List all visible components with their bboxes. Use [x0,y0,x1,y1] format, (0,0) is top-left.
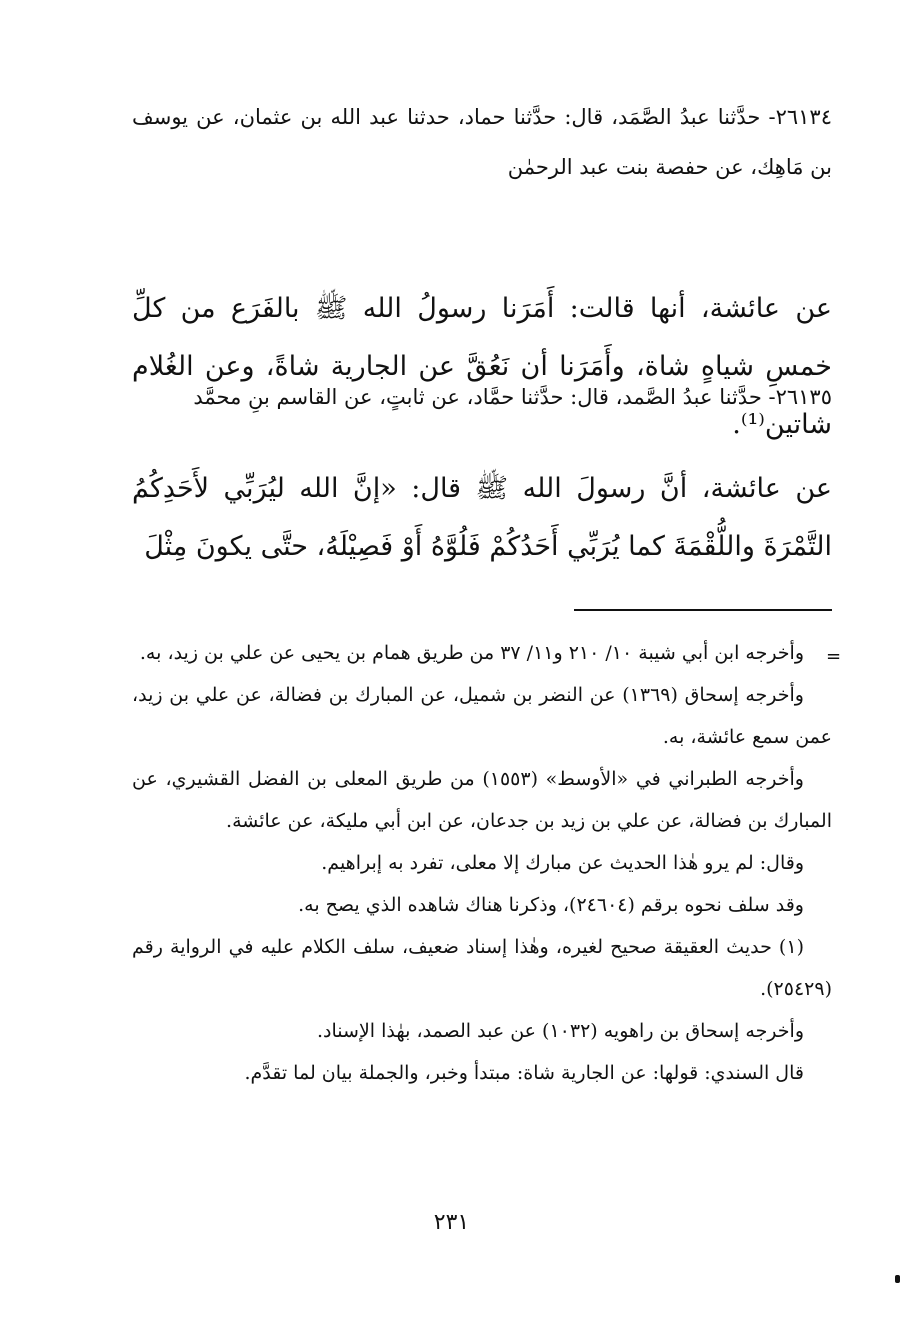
page-number: ٢٣١ [433,1210,470,1235]
footnote-line: وأخرجه إسحاق بن راهويه (١٠٣٢) عن عبد الصمد، بهٰذا الإسناد. [317,1020,804,1042]
continuation-mark: = [826,646,842,667]
hadith-isnad: ٢٦١٣٥- حدَّثنا عبدُ الصَّمد، قال: حدَّثنا حمَّاد، عن ثابتٍ، عن القاسم بنِ محمَّد [193,385,832,409]
footnote-line: قال السندي: قولها: عن الجارية شاة: مبتدأ وخبر، والجملة بيان لما تقدَّم. [244,1062,804,1084]
footnotes [132,632,832,1094]
scan-speck [895,1275,900,1283]
footnote-line: وقد سلف نحوه برقم (٢٤٦٠٤)، وذكرنا هناك شاهده الذي يصح به. [298,894,804,916]
footnote-line: وأخرجه الطبراني في «الأوسط» (١٥٥٣) من طريق المعلى بن الفضل القشيري، عن المبارك بن فضالة، عن علي بن زيد بن جدعان، عن ابن أبي مليكة، عن عائشة. [132,768,832,832]
footnote-divider [574,609,832,611]
footnote-line: وقال: لم يرو هٰذا الحديث عن مبارك إلا معلى، تفرد به إبراهيم. [321,852,804,874]
hadith-isnad: ٢٦١٣٤- حدَّثنا عبدُ الصَّمَد، قال: حدَّثنا حماد، حدثنا عبد الله بن عثمان، عن يوسف بن مَاهِك، عن حفصة بنت عبد الرحمٰن [132,105,832,179]
hadith-matn: عن عائشة، أنَّ رسولَ الله ﷺ قال: «إنَّ الله ليُرَبِّي لأَحَدِكُمُ التَّمْرَةَ واللُّقْمَةَ كما يُرَبِّي أَحَدُكُمْ فَلُوَّهُ أَوْ فَصِيْلَهُ، حتَّى يكونَ مِثْلَ [132,473,832,562]
footnote-line: وأخرجه ابن أبي شيبة ١٠/ ٢١٠ و١١/ ٣٧ من طريق همام بن يحيى عن علي بن زيد، به. [139,642,804,664]
hadith-matn: عن عائشة، أنها قالت: أَمَرَنا رسولُ الله ﷺ بالفَرَع من كلِّ خمسِ شياهٍ شاة، وأَمَرَنا أن نَعُقَّ عن الجارية شاةً، وعن الغُلام شاتين⁽¹⁾. [132,293,832,440]
footnote-line: (١) حديث العقيقة صحيح لغيره، وهٰذا إسناد ضعيف، سلف الكلام عليه في الرواية رقم (٢٥٤٢٩). [132,936,832,1000]
footnote-line: وأخرجه إسحاق (١٣٦٩) عن النضر بن شميل، عن المبارك بن فضالة، عن علي بن زيد، عمن سمع عائشة، به. [132,684,832,748]
